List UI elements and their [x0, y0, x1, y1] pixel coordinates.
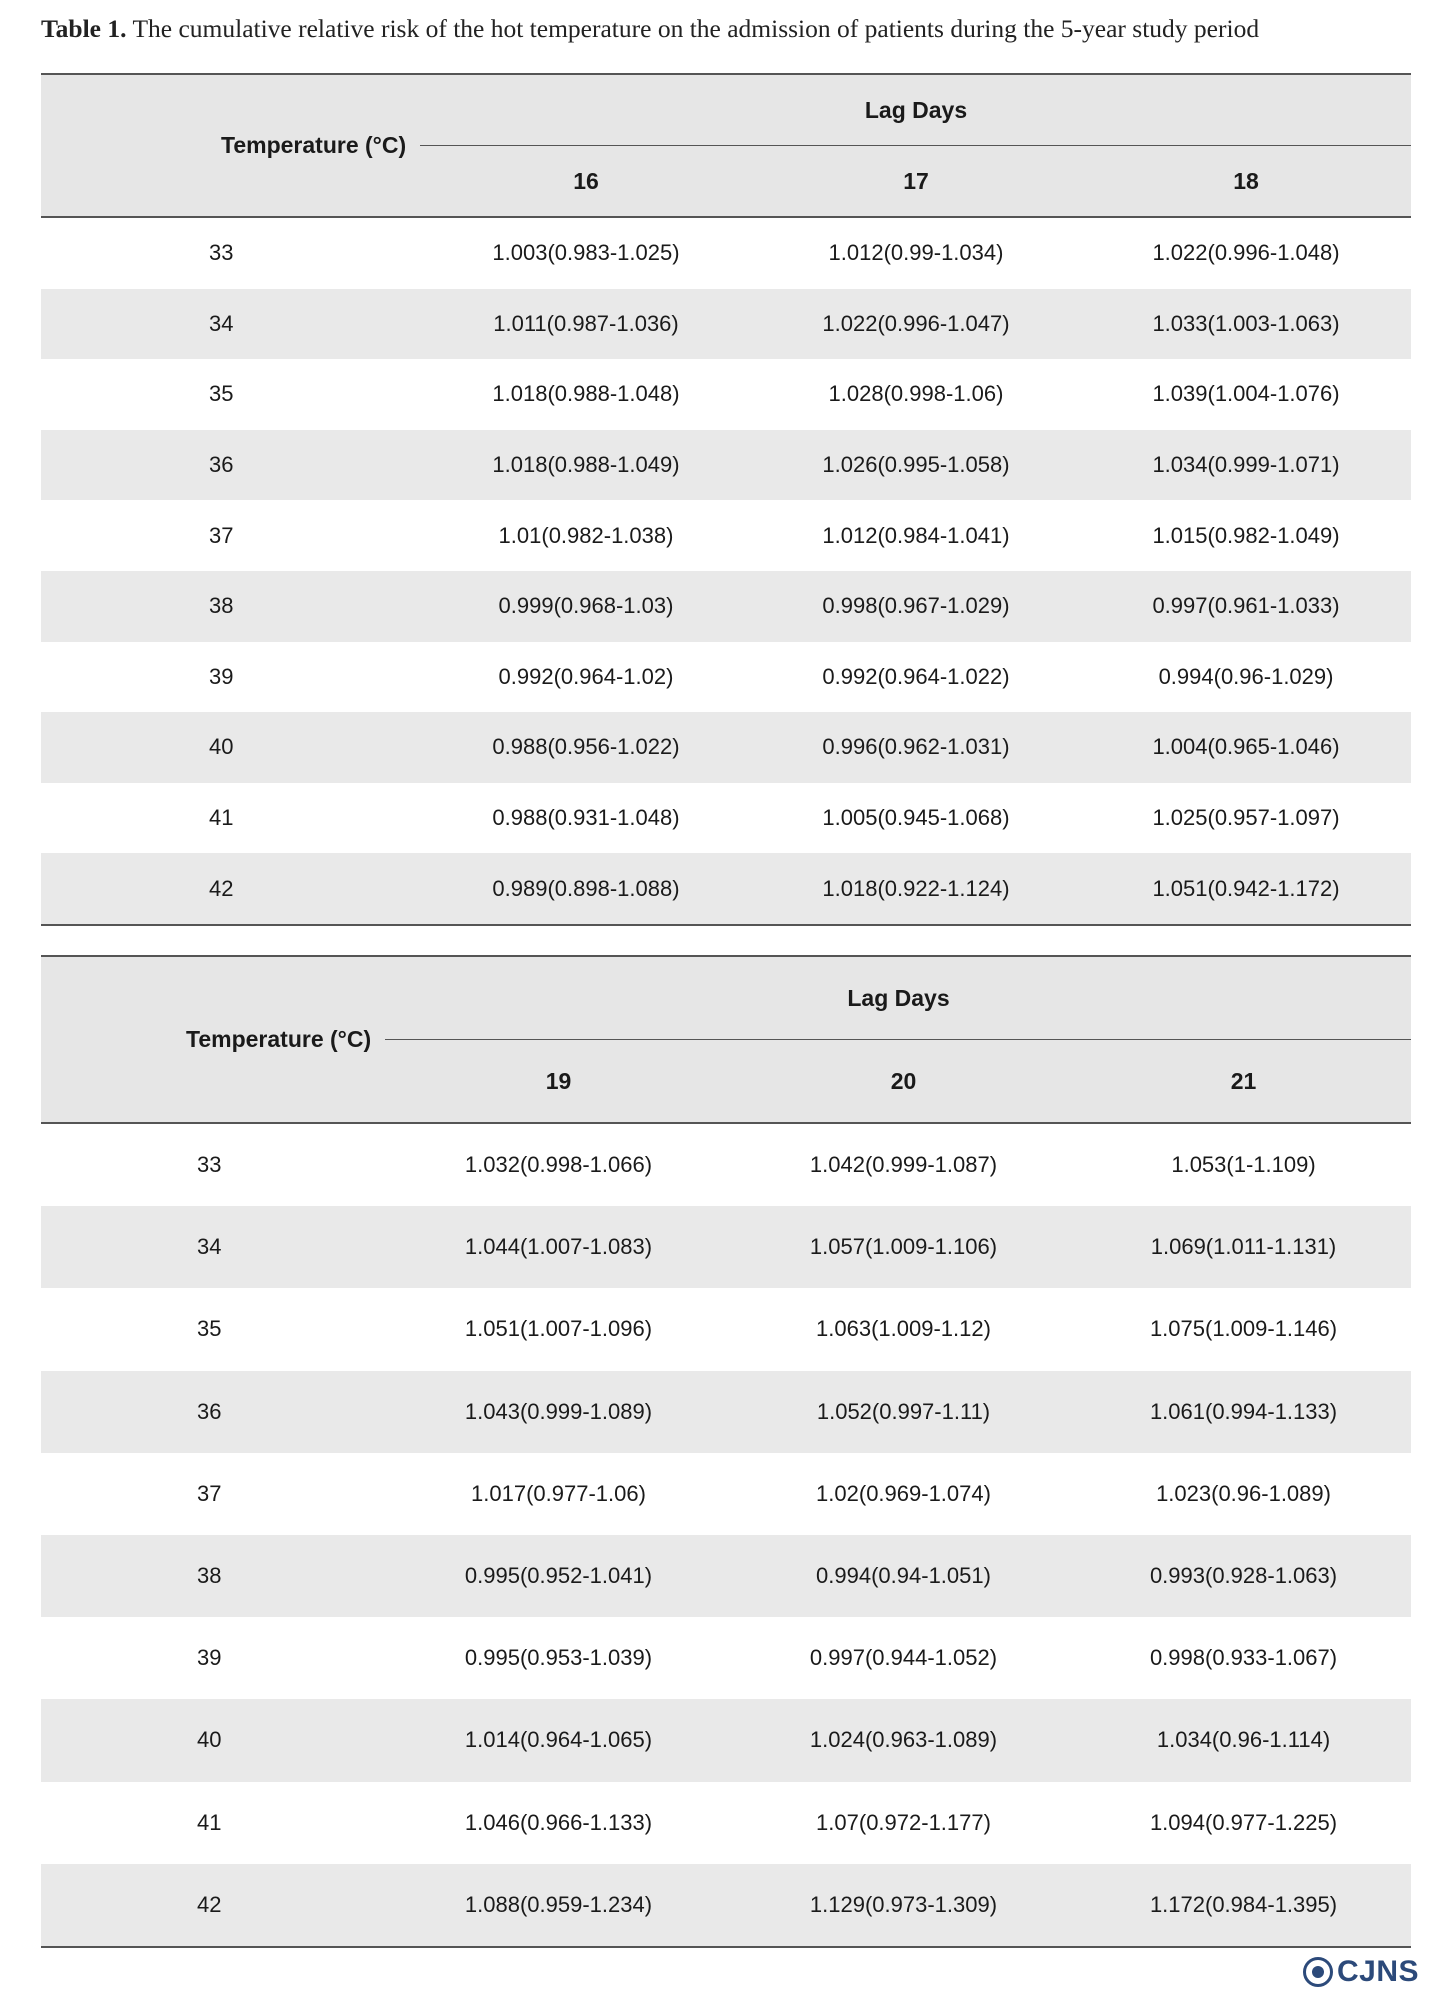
relative-risk-cell: 1.015(0.982-1.049) [1152, 522, 1340, 548]
relative-risk-cell: 1.052(0.997-1.11) [731, 1371, 1076, 1453]
relative-risk-cell: 1.042(0.999-1.087) [809, 1152, 998, 1178]
table-row [41, 712, 1411, 783]
temperature-cell: 37 [197, 1480, 222, 1506]
lag-column-header: 21 [1076, 1040, 1411, 1124]
temperature-cell: 42 [41, 853, 421, 925]
temperature-cell: 33 [209, 240, 234, 266]
relative-risk-cell: 1.004(0.965-1.046) [1081, 712, 1411, 783]
table-body [41, 1123, 1411, 1947]
table-row [41, 642, 1411, 713]
relative-risk-cell: 1.088(0.959-1.234) [386, 1864, 731, 1947]
temperature-header: Temperature (°C) [186, 1026, 372, 1052]
relative-risk-cell: 1.039(1.004-1.076) [1152, 381, 1340, 407]
relative-risk-cell: 1.01(0.982-1.038) [498, 522, 674, 548]
table-row [41, 289, 1411, 360]
relative-risk-cell: 1.172(0.984-1.395) [1076, 1864, 1411, 1947]
relative-risk-table-lag-16-18 [41, 73, 1411, 926]
lag-column-header: 18 [1081, 146, 1411, 218]
table-row [41, 1288, 1411, 1370]
relative-risk-cell: 1.069(1.011-1.131) [1076, 1206, 1411, 1288]
relative-risk-cell: 0.997(0.961-1.033) [1081, 571, 1411, 642]
relative-risk-cell: 1.024(0.963-1.089) [731, 1699, 1076, 1781]
relative-risk-cell: 0.992(0.964-1.022) [822, 663, 1010, 689]
relative-risk-cell: 1.018(0.922-1.124) [751, 853, 1081, 925]
relative-risk-cell: 0.992(0.964-1.02) [498, 663, 674, 689]
table-body [41, 217, 1411, 925]
relative-risk-cell: 1.129(0.973-1.309) [731, 1864, 1076, 1947]
relative-risk-cell: 1.02(0.969-1.074) [816, 1480, 991, 1506]
relative-risk-cell: 0.995(0.952-1.041) [386, 1535, 731, 1617]
relative-risk-cell: 0.993(0.928-1.063) [1076, 1535, 1411, 1617]
relative-risk-cell: 0.989(0.898-1.088) [421, 853, 751, 925]
relative-risk-cell: 0.988(0.931-1.048) [492, 805, 680, 831]
relative-risk-cell: 1.012(0.99-1.034) [828, 240, 1004, 266]
relative-risk-cell: 0.994(0.96-1.029) [1158, 663, 1334, 689]
table-row [41, 783, 1411, 854]
relative-risk-cell: 0.999(0.968-1.03) [421, 571, 751, 642]
table-row [41, 1782, 1411, 1864]
temperature-cell: 36 [41, 430, 421, 501]
row-header-cell [41, 74, 421, 217]
relative-risk-cell: 1.061(0.994-1.133) [1076, 1371, 1411, 1453]
temperature-cell: 41 [197, 1809, 222, 1835]
cjns-logo-icon [1303, 1957, 1333, 1987]
lag-column-header: 19 [386, 1040, 731, 1124]
relative-risk-table-lag-19-21 [41, 955, 1411, 1948]
table-row [41, 500, 1411, 571]
table-row [41, 1699, 1411, 1781]
relative-risk-cell: 1.022(0.996-1.047) [751, 289, 1081, 360]
temperature-cell: 38 [41, 571, 421, 642]
relative-risk-cell: 0.998(0.933-1.067) [1149, 1645, 1338, 1671]
relative-risk-cell: 1.043(0.999-1.089) [386, 1371, 731, 1453]
relative-risk-cell: 0.997(0.944-1.052) [809, 1645, 998, 1671]
table-row [41, 1371, 1411, 1453]
temperature-cell: 34 [41, 289, 421, 360]
relative-risk-cell: 1.033(1.003-1.063) [1081, 289, 1411, 360]
table-row [41, 217, 1411, 289]
temperature-cell: 34 [41, 1206, 386, 1288]
relative-risk-cell: 1.032(0.998-1.066) [464, 1152, 653, 1178]
table-row [41, 1535, 1411, 1617]
relative-risk-cell: 0.994(0.94-1.051) [731, 1535, 1076, 1617]
temperature-cell: 35 [209, 381, 234, 407]
caption-text: The cumulative relative risk of the hot temperature on the admission of patients during the 5-year study period [132, 14, 1260, 43]
relative-risk-cell: 1.026(0.995-1.058) [751, 430, 1081, 501]
relative-risk-cell: 1.005(0.945-1.068) [822, 805, 1010, 831]
header-rule [420, 145, 421, 146]
temperature-cell: 39 [197, 1645, 222, 1671]
row-header-cell [41, 956, 386, 1123]
relative-risk-cell: 1.014(0.964-1.065) [386, 1699, 731, 1781]
relative-risk-cell: 1.022(0.996-1.048) [1152, 240, 1340, 266]
header-rule [385, 1039, 386, 1040]
temperature-cell: 37 [209, 522, 234, 548]
table-row [41, 430, 1411, 501]
caption-label: Table 1. [41, 14, 127, 43]
relative-risk-cell: 0.988(0.956-1.022) [421, 712, 751, 783]
temperature-cell: 36 [41, 1371, 386, 1453]
temperature-cell: 40 [41, 1699, 386, 1781]
temperature-header: Temperature (°C) [221, 132, 407, 158]
table-caption [41, 14, 1421, 44]
relative-risk-cell: 1.094(0.977-1.225) [1149, 1809, 1338, 1835]
relative-risk-cell: 1.025(0.957-1.097) [1152, 805, 1340, 831]
relative-risk-cell: 1.051(1.007-1.096) [464, 1316, 653, 1342]
temperature-cell: 41 [209, 805, 234, 831]
logo-text: CJNS [1337, 1955, 1420, 1988]
table-row [41, 1864, 1411, 1947]
table-row [41, 1453, 1411, 1535]
relative-risk-cell: 1.046(0.966-1.133) [464, 1809, 653, 1835]
table-row [41, 1123, 1411, 1206]
table-row [41, 1617, 1411, 1699]
relative-risk-cell: 1.063(1.009-1.12) [816, 1316, 991, 1342]
temperature-cell: 35 [197, 1316, 222, 1342]
relative-risk-cell: 1.075(1.009-1.146) [1149, 1316, 1338, 1342]
temperature-cell: 39 [209, 663, 234, 689]
relative-risk-cell: 1.034(0.999-1.071) [1081, 430, 1411, 501]
temperature-cell: 40 [41, 712, 421, 783]
cjns-logo [1303, 1955, 1419, 1989]
relative-risk-cell: 1.07(0.972-1.177) [816, 1809, 991, 1835]
relative-risk-cell: 1.018(0.988-1.049) [421, 430, 751, 501]
lag-column-header: 17 [751, 146, 1081, 218]
lag-column-header: 20 [731, 1040, 1076, 1124]
relative-risk-cell: 1.012(0.984-1.041) [822, 522, 1010, 548]
relative-risk-cell: 0.995(0.953-1.039) [464, 1645, 653, 1671]
relative-risk-cell: 1.051(0.942-1.172) [1081, 853, 1411, 925]
relative-risk-cell: 1.011(0.987-1.036) [421, 289, 751, 360]
table-row [41, 1206, 1411, 1288]
temperature-cell: 33 [197, 1152, 222, 1178]
relative-risk-cell: 1.034(0.96-1.114) [1076, 1699, 1411, 1781]
relative-risk-cell: 1.023(0.96-1.089) [1156, 1480, 1331, 1506]
table-row [41, 853, 1411, 925]
lag-days-header: Lag Days [421, 74, 1411, 146]
table-row [41, 571, 1411, 642]
temperature-cell: 42 [41, 1864, 386, 1947]
relative-risk-cell: 1.018(0.988-1.048) [492, 381, 680, 407]
relative-risk-cell: 1.057(1.009-1.106) [731, 1206, 1076, 1288]
relative-risk-cell: 1.044(1.007-1.083) [386, 1206, 731, 1288]
relative-risk-cell: 1.003(0.983-1.025) [492, 240, 680, 266]
table-row [41, 359, 1411, 430]
relative-risk-cell: 0.996(0.962-1.031) [751, 712, 1081, 783]
relative-risk-cell: 1.028(0.998-1.06) [828, 381, 1004, 407]
lag-column-header: 16 [421, 146, 751, 218]
relative-risk-cell: 1.053(1-1.109) [1171, 1152, 1316, 1178]
temperature-cell: 38 [41, 1535, 386, 1617]
relative-risk-cell: 0.998(0.967-1.029) [751, 571, 1081, 642]
relative-risk-cell: 1.017(0.977-1.06) [471, 1480, 646, 1506]
lag-days-header: Lag Days [386, 956, 1411, 1040]
